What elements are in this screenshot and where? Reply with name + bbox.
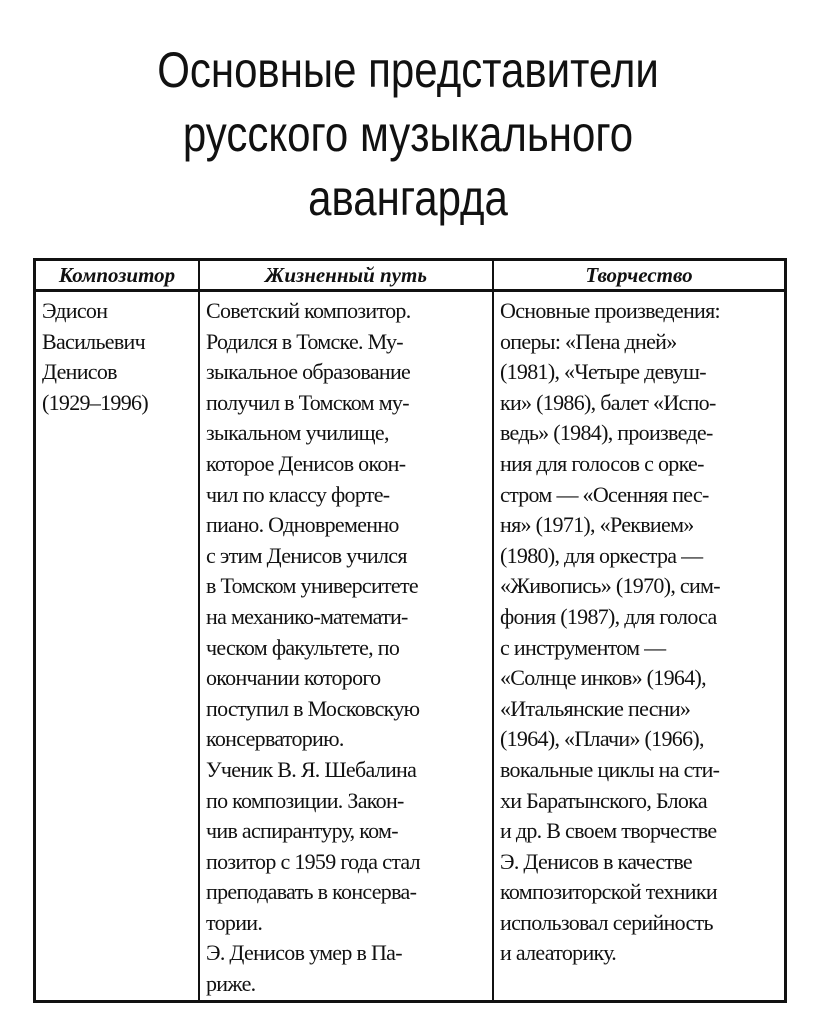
page-title: [0, 38, 816, 230]
text-line: Эдисон: [42, 298, 108, 323]
text-line: на механико-математи-: [206, 603, 408, 629]
text-line: Э. Денисов умер в Па-: [206, 940, 402, 966]
text-line: стром — «Осенняя пес-: [500, 481, 709, 507]
text-line: преподавать в консерва-: [206, 879, 417, 905]
text-line: ния для голосов с орке-: [500, 450, 704, 476]
text-line: тории.: [206, 909, 263, 935]
text-line: зыкальное образование: [206, 359, 411, 385]
text-line: консерваторию.: [206, 726, 344, 752]
header-composer: Композитор: [35, 260, 200, 291]
text-line: Э. Денисов в качестве: [500, 848, 692, 874]
text-line: композиторской техники: [500, 879, 717, 905]
text-line: риже.: [206, 971, 256, 997]
text-line: (1929–1996): [42, 389, 148, 415]
text-line: ческом факультете, по: [206, 634, 400, 660]
header-life: Жизненный путь: [199, 260, 493, 291]
cell-works: [493, 291, 786, 1002]
title-line: Основные представители: [157, 42, 659, 98]
text-line: зыкальном училище,: [206, 420, 389, 446]
text-line: позитор с 1959 года стал: [206, 848, 420, 874]
header-works: Творчество: [493, 260, 786, 291]
text-line: чил по классу форте-: [206, 481, 390, 507]
text-line: окончании которого: [206, 665, 381, 691]
text-line: использовал серийность: [500, 909, 713, 935]
text-line: по композиции. Закон-: [206, 787, 404, 813]
cell-composer: [35, 291, 200, 1002]
text-line: в Томском университете: [206, 573, 418, 599]
text-line: Васильевич: [42, 328, 145, 354]
text-line: ня» (1971), «Реквием»: [500, 512, 694, 538]
table-row: [35, 291, 786, 1002]
title-line: русского музыкального: [182, 106, 634, 162]
text-line: Ученик В. Я. Шебалина: [206, 756, 417, 782]
cell-life: [199, 291, 493, 1002]
text-line: и др. В своем творчестве: [500, 818, 717, 844]
text-line: Родился в Томске. Му-: [206, 328, 403, 354]
text-line: «Живопись» (1970), сим-: [500, 573, 720, 599]
composers-table: [33, 258, 787, 1003]
text-line: с инструментом —: [500, 634, 666, 660]
text-line: оперы: «Пена дней»: [500, 328, 677, 354]
text-line: Денисов: [42, 359, 117, 385]
text-line: и алеаторику.: [500, 940, 617, 966]
text-line: поступил в Московскую: [206, 695, 420, 721]
text-line: (1964), «Плачи» (1966),: [500, 726, 704, 752]
text-line: «Итальянские песни»: [500, 695, 691, 721]
text-line: фония (1987), для голоса: [500, 603, 717, 629]
text-line: ки» (1986), балет «Испо-: [500, 389, 716, 415]
text-line: пиано. Одновременно: [206, 512, 399, 538]
text-line: которое Денисов окон-: [206, 450, 406, 476]
text-line: (1981), «Четыре девуш-: [500, 359, 706, 385]
text-line: (1980), для оркестра —: [500, 542, 703, 568]
title-line: авангарда: [308, 170, 508, 226]
text-line: Основные произведения:: [500, 298, 720, 323]
text-line: получил в Томском му-: [206, 389, 409, 415]
text-line: чив аспирантуру, ком-: [206, 818, 398, 844]
table-header-row: [35, 260, 786, 291]
text-line: ведь» (1984), произведе-: [500, 420, 713, 446]
text-line: «Солнце инков» (1964),: [500, 665, 706, 691]
text-line: Советский композитор.: [206, 298, 411, 323]
text-line: вокальные циклы на сти-: [500, 756, 720, 782]
text-line: с этим Денисов учился: [206, 542, 407, 568]
text-line: хи Баратынского, Блока: [500, 787, 707, 813]
